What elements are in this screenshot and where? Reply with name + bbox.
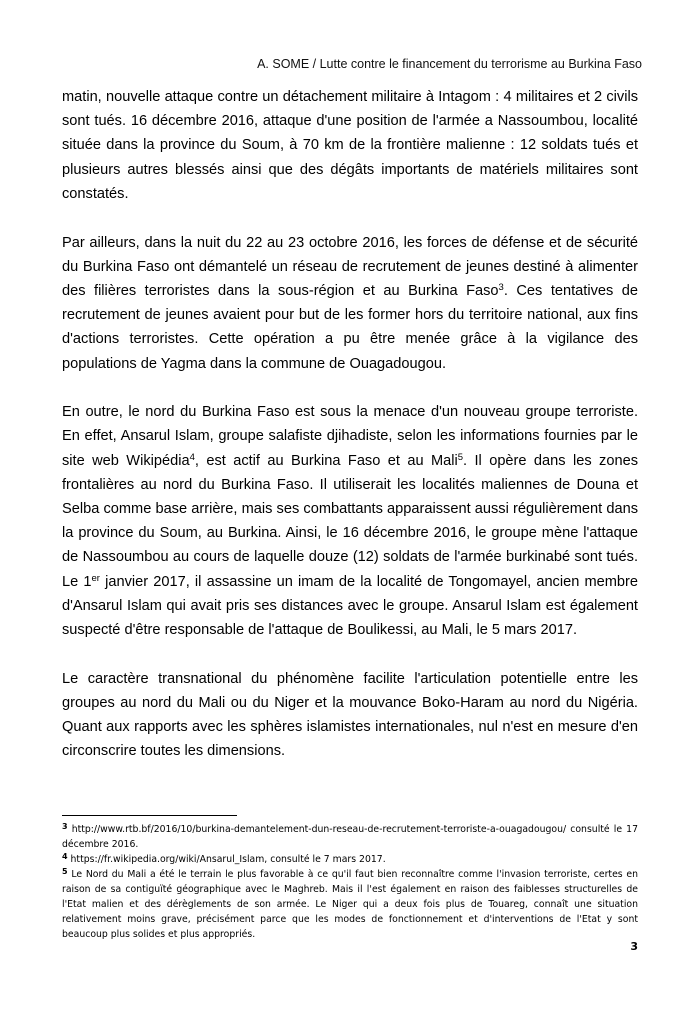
footnote-number: 3 — [62, 822, 68, 831]
footnote-text: http://www.rtb.bf/2016/10/burkina-demantelement-dun-reseau-de-recrutement-terroriste-a-ouagadougou/ consulté le 17 décembre 2016. — [62, 824, 638, 850]
footnotes — [62, 822, 638, 942]
footnote-5 — [62, 867, 638, 942]
page-number: 3 — [630, 940, 638, 953]
footnote-3 — [62, 822, 638, 852]
paragraph-4-text: Le caractère transnational du phénomène facilite l'articulation potentielle entre les groupes au nord du Mali ou du Niger et la mouvance Boko-Haram au nord du Nigéria. Quant aux rapports avec les sphères islamistes internationales, nul n'est en mesure d'en circonscrire toutes les dimensions. — [62, 670, 638, 760]
paragraph-3-text-a: En outre, le nord du Burkina Faso est sous la menace d'un nouveau groupe terroriste. En effet, Ansarul Islam, groupe salafiste djihadiste, selon les informations fournies par le site web Wikipédia — [62, 404, 638, 469]
paragraph-3-text-b: , est actif au Burkina Faso et au Mali — [194, 452, 458, 469]
paragraph-2 — [62, 231, 638, 376]
footnote-4 — [62, 852, 638, 867]
footnote-number: 4 — [62, 852, 68, 861]
ordinal-superscript: er — [91, 572, 100, 584]
footnote-number: 5 — [62, 867, 68, 876]
paragraph-2-text-b: . Ces tentatives de recrutement de jeunes avaient pour but de les former hors du territoire national, aux fins d'actions terroristes. Cette opération a pu être menée grâce à la vigilance des populations de Yagma dans la commune de Ouagadougou. — [62, 282, 639, 372]
paragraph-3 — [62, 400, 638, 642]
paragraph-1 — [62, 85, 638, 206]
footnote-ref-4: 4 — [189, 451, 195, 463]
body-text — [62, 85, 638, 788]
footnote-text: https://fr.wikipedia.org/wiki/Ansarul_Islam, consulté le 7 mars 2017. — [67, 854, 386, 865]
paragraph-3-text-c: . Il opère dans les zones frontalières au nord du Burkina Faso. Il utiliserait les localités maliennes de Douna et Selba comme base arrière, mais ses combattants apparaissent aussi régulièrement dans la province du Soum, au Burkina. Ainsi, le 16 décembre 2016, le groupe mène l'attaque de Nassoumbou au cours de laquelle douze (12) soldats de l'armée burkinabé sont tués. Le 1 — [62, 452, 638, 590]
footnote-text: Le Nord du Mali a été le terrain le plus favorable à ce qu'il faut bien reconnaître comme l'invasion terroriste, certes en raison de sa contiguïté géographique avec le Maghreb. Mais il l'est également en raison des faiblesses structurelles de l'Etat malien et des dérèglements de son armée. Le Niger qui a deux fois plus de Touareg, connaît une situation relativement moins grave, précisément parce que les modes de fonctionnement et d'interventions de l'Etat y sont beaucoup plus solides et plus appropriés. — [62, 869, 638, 940]
running-header: A. SOME / Lutte contre le financement du terrorisme au Burkina Faso — [257, 57, 642, 71]
paragraph-4 — [62, 667, 638, 764]
footnote-separator — [62, 815, 237, 816]
footnote-ref-3: 3 — [498, 281, 504, 293]
paragraph-2-text-a: Par ailleurs, dans la nuit du 22 au 23 octobre 2016, les forces de défense et de sécurité du Burkina Faso ont démantelé un réseau de recrutement de jeunes destiné à alimenter des filières terroristes dans la sous-région et au Burkina Faso — [62, 234, 638, 299]
footnote-ref-5: 5 — [457, 451, 464, 463]
paragraph-1-text: matin, nouvelle attaque contre un détachement militaire à Intagom : 4 militaires et 2 civils sont tués. 16 décembre 2016, attaque d'une position de l'armée a Nassoumbou, localité située dans la province du Soum, à 70 km de la frontière malienne : 12 soldats tués et plusieurs autres blessés ainsi que des dégâts importants de matériels militaires sont constatés. — [62, 89, 638, 202]
paragraph-3-text-d: janvier 2017, il assassine un imam de la localité de Tongomayel, ancien membre d'Ansarul Islam qui avait pris ses distances avec le groupe. Ansarul Islam est également suspecté d'être responsable de l'attaque de Boulikessi, au Mali, le 5 mars 2017. — [62, 573, 639, 639]
